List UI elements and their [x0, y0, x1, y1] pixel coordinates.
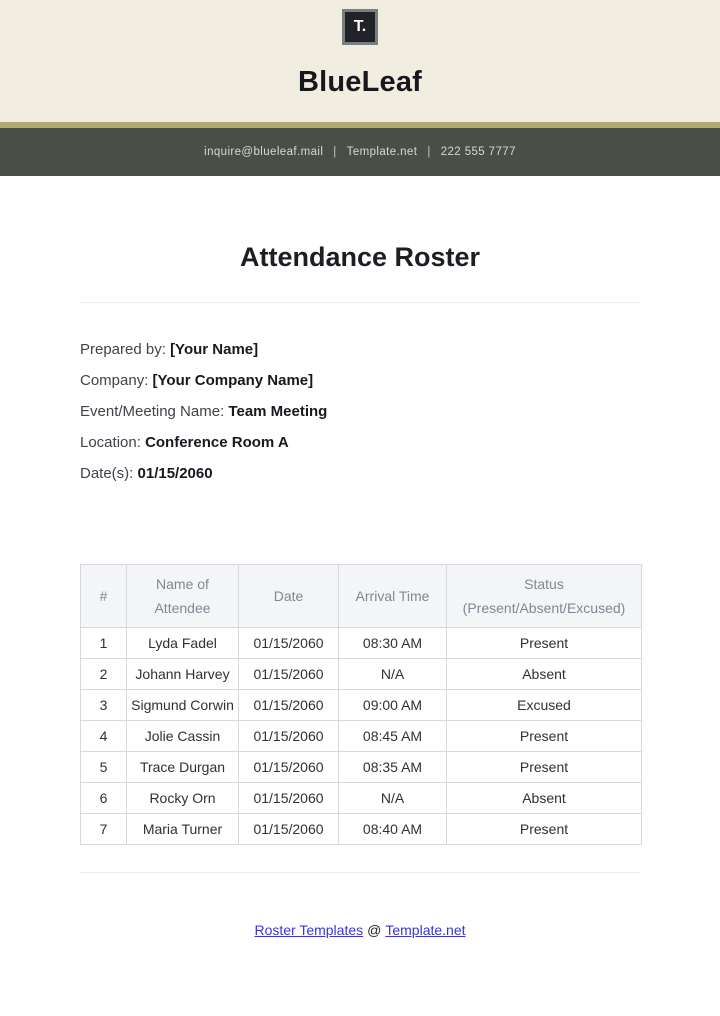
table-cell: Trace Durgan — [127, 752, 239, 783]
contact-separator: | — [427, 146, 431, 158]
table-cell: Absent — [447, 659, 642, 690]
table-cell: Lyda Fadel — [127, 628, 239, 659]
info-field — [80, 434, 640, 452]
contact-bar — [0, 128, 720, 176]
info-field — [80, 341, 640, 359]
contact-phone: 222 555 7777 — [440, 146, 516, 158]
table-row — [81, 659, 642, 690]
field-label: Date(s): — [80, 465, 134, 482]
brand-header — [0, 0, 720, 122]
table-cell: 09:00 AM — [339, 690, 447, 721]
table-row — [81, 628, 642, 659]
table-cell: Excused — [447, 690, 642, 721]
bottom-divider — [80, 872, 640, 873]
contact-separator: | — [333, 146, 337, 158]
table-cell: Present — [447, 814, 642, 845]
field-label: Location: — [80, 434, 141, 451]
brand-name: BlueLeaf — [297, 66, 423, 98]
column-header: Arrival Time — [339, 565, 447, 628]
table-row — [81, 690, 642, 721]
table-cell: Present — [447, 752, 642, 783]
table-cell: N/A — [339, 783, 447, 814]
info-field — [80, 403, 640, 421]
field-value: 01/15/2060 — [137, 465, 213, 482]
column-header: # — [81, 565, 127, 628]
table-cell: 5 — [81, 752, 127, 783]
table-cell: 3 — [81, 690, 127, 721]
title-divider — [80, 302, 640, 303]
table-cell: 08:35 AM — [339, 752, 447, 783]
at-symbol: @ — [367, 922, 382, 938]
field-value: Conference Room A — [145, 434, 289, 451]
brand-logo-icon: T. — [342, 9, 378, 45]
table-cell: 4 — [81, 721, 127, 752]
footer — [80, 922, 640, 938]
table-cell: Present — [447, 628, 642, 659]
table-cell: Absent — [447, 783, 642, 814]
page-title: Attendance Roster — [239, 242, 481, 272]
table-cell: 01/15/2060 — [239, 659, 339, 690]
table-cell: 01/15/2060 — [239, 814, 339, 845]
table-cell: N/A — [339, 659, 447, 690]
table-cell: Present — [447, 721, 642, 752]
table-cell: 01/15/2060 — [239, 628, 339, 659]
table-header-row — [81, 565, 642, 628]
table-cell: Jolie Cassin — [127, 721, 239, 752]
column-header: Name of Attendee — [127, 565, 239, 628]
info-field — [80, 372, 640, 390]
document-body — [0, 242, 720, 938]
attendance-table — [80, 564, 642, 845]
table-cell: 1 — [81, 628, 127, 659]
table-cell: 08:45 AM — [339, 721, 447, 752]
table-cell: Sigmund Corwin — [127, 690, 239, 721]
field-label: Company: — [80, 372, 149, 389]
roster-templates-link[interactable]: Roster Templates — [254, 922, 364, 938]
template-net-link[interactable]: Template.net — [385, 922, 466, 938]
table-cell: 01/15/2060 — [239, 690, 339, 721]
table-cell: 6 — [81, 783, 127, 814]
table-cell: Maria Turner — [127, 814, 239, 845]
info-fields — [80, 341, 640, 483]
field-value: [Your Name] — [170, 341, 259, 358]
table-row — [81, 752, 642, 783]
table-cell: 01/15/2060 — [239, 783, 339, 814]
table-cell: 7 — [81, 814, 127, 845]
table-cell: Rocky Orn — [127, 783, 239, 814]
field-label: Event/Meeting Name: — [80, 403, 225, 420]
table-cell: 01/15/2060 — [239, 721, 339, 752]
contact-email: inquire@blueleaf.mail — [204, 146, 324, 158]
table-row — [81, 721, 642, 752]
info-field — [80, 465, 640, 483]
column-header: Status (Present/Absent/Excused) — [447, 565, 642, 628]
table-cell: 2 — [81, 659, 127, 690]
table-cell: 01/15/2060 — [239, 752, 339, 783]
table-cell: 08:40 AM — [339, 814, 447, 845]
contact-site: Template.net — [346, 146, 418, 158]
field-value: Team Meeting — [228, 403, 328, 420]
column-header: Date — [239, 565, 339, 628]
table-cell: Johann Harvey — [127, 659, 239, 690]
table-row — [81, 783, 642, 814]
table-cell: 08:30 AM — [339, 628, 447, 659]
field-label: Prepared by: — [80, 341, 166, 358]
table-row — [81, 814, 642, 845]
field-value: [Your Company Name] — [152, 372, 314, 389]
